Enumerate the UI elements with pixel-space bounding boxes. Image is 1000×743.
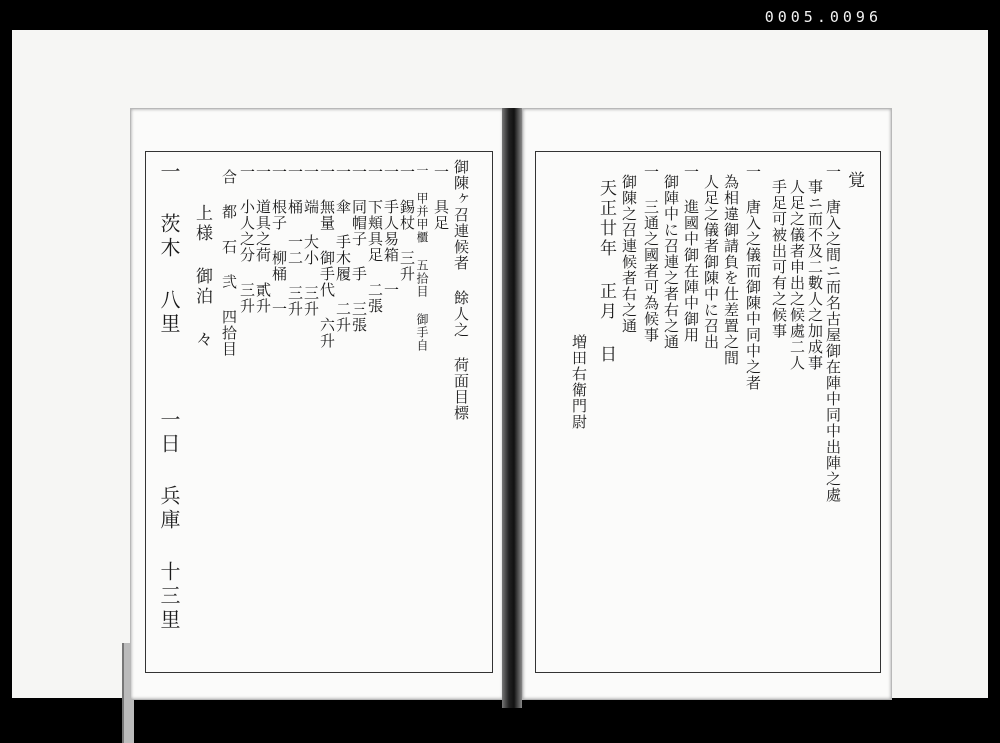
left-column-7: 一 同帽子 手 三張: [350, 164, 368, 333]
right-column-13: 天正廿年 正月 日: [596, 179, 616, 365]
left-page: [130, 108, 504, 700]
book-gutter: [502, 108, 522, 708]
left-column-9: 一 無量 御手代 六升: [318, 164, 336, 349]
left-column-15: 合 都 石 弐 四拾目: [220, 169, 238, 357]
frame-number: 0005.0096: [764, 8, 882, 26]
left-column-13: 一 道具之荷 貳升: [254, 164, 272, 314]
right-column-2: 一 唐入之間ニ而名古屋御在陣中同中出陣之處: [824, 164, 842, 503]
left-column-10: 一 端 大小 三升: [302, 164, 320, 317]
right-column-4: 人足之儀者申出之候處二人: [788, 179, 806, 371]
left-column-2: 一 具足: [432, 164, 450, 231]
left-column-3: 一 甲并甲櫃 五拾目 御手自: [415, 164, 429, 352]
left-column-8: 一 傘 手木履 二升: [334, 164, 352, 333]
left-column-5: 一 手人易箱 一: [382, 164, 400, 298]
right-column-7: 為相違御請負を仕差置之間: [722, 174, 740, 366]
right-column-11: 一 三通之國者可為候事: [642, 164, 660, 343]
left-column-1: 御陳ヶ召連候者 餘人之 荷面目標: [452, 159, 470, 421]
left-column-4: 一 錫杖 三升: [398, 164, 416, 282]
left-column-12: 一 根子 柳桶 一: [270, 164, 288, 317]
right-column-9: 一 進國中御在陣中御用: [682, 164, 700, 343]
right-column-10: 御陣中に召連之者右之通: [662, 174, 680, 350]
left-column-6: 一 下頬具足 二張: [366, 164, 384, 314]
left-column-18: 一日 兵庫 十三里: [157, 409, 181, 633]
scan-sheet: [12, 30, 988, 698]
left-column-16: 上様 御泊 々: [192, 204, 212, 350]
right-column-12: 御陳之召連候者右之通: [620, 174, 638, 334]
right-column-14: 増田右衛門尉: [570, 334, 588, 430]
left-column-14: 一 小人之分 三升: [238, 164, 256, 314]
right-page: [522, 108, 892, 700]
right-column-3: 事ニ而不及二數人之加成事: [806, 179, 824, 371]
left-column-17: 一 茨木 八里: [157, 161, 181, 337]
right-column-5: 手足可被出可有之候事: [770, 179, 788, 339]
open-book: [130, 108, 890, 713]
left-column-11: 一 桶 一二 三升: [286, 164, 304, 317]
right-column-8: 人足之儀者御陳中に召出: [702, 174, 720, 350]
right-column-1: 覚: [844, 171, 864, 191]
right-column-6: 一 唐入之儀而御陳中同中之者: [744, 164, 762, 391]
